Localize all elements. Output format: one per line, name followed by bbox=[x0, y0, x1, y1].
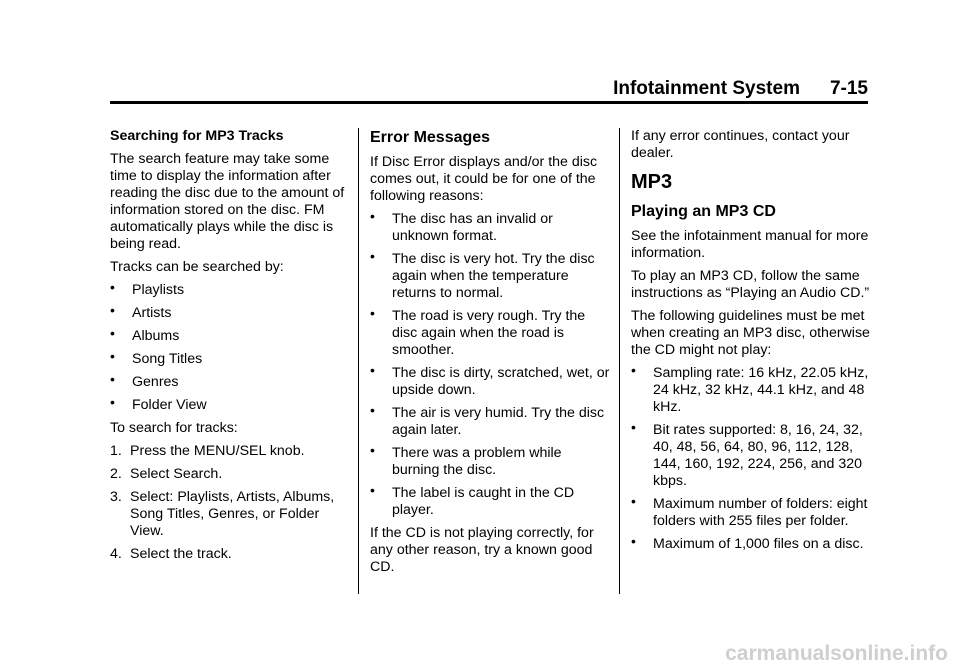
bullet-icon: • bbox=[110, 325, 115, 341]
column-3 bbox=[631, 128, 871, 559]
section-heading-errors: Error Messages bbox=[370, 129, 491, 146]
bullet-icon: • bbox=[370, 248, 375, 264]
bullet-icon: • bbox=[631, 362, 636, 378]
list-item: • Maximum of 1,000 files on a disc. bbox=[631, 533, 864, 552]
paragraph: Tracks can be searched by: bbox=[110, 259, 284, 275]
bullet-icon: • bbox=[631, 533, 636, 549]
section-title: Infotainment System bbox=[613, 78, 800, 99]
paragraph: If Disc Error displays and/or the disc comes out, it could be for one of the following reasons: bbox=[370, 154, 598, 204]
list-item: • Playlists bbox=[110, 279, 185, 298]
bullet-icon: • bbox=[370, 442, 375, 458]
list-item: • The air is very humid. Try the disc again later. bbox=[370, 402, 605, 438]
list-item: • Artists bbox=[110, 302, 172, 321]
step-item: 3. Select: Playlists, Artists, Albums, Song Titles, Genres, or Folder View. bbox=[110, 489, 335, 539]
paragraph: The following guidelines must be met when creating an MP3 disc, otherwise the CD might not play: bbox=[631, 308, 870, 358]
header-rule bbox=[110, 101, 868, 104]
paragraph: To search for tracks: bbox=[110, 420, 238, 436]
bullet-icon: • bbox=[631, 419, 636, 435]
list-item: • There was a problem while burning the disc. bbox=[370, 442, 562, 478]
bullet-icon: • bbox=[370, 305, 375, 321]
bullet-list bbox=[631, 362, 871, 553]
column-2 bbox=[370, 128, 610, 582]
bullet-list bbox=[370, 208, 610, 519]
list-item: • Bit rates supported: 8, 16, 24, 32, 40, 48, 56, 64, 80, 96, 112, 128, 144, 160, 192, 224, 256, and 320 kbps. bbox=[631, 419, 863, 489]
step-item: 2. Select Search. bbox=[110, 466, 223, 482]
paragraph: The search feature may take some time to display the information after reading the disc due to the amount of information stored on the disc. FM automatically plays while the disc is being read. bbox=[110, 151, 345, 252]
list-item: • The disc is dirty, scratched, wet, or upside down. bbox=[370, 362, 610, 398]
bullet-icon: • bbox=[110, 371, 115, 387]
paragraph: If any error continues, contact your dealer. bbox=[631, 128, 850, 161]
bullet-icon: • bbox=[631, 493, 636, 509]
list-item: • Albums bbox=[110, 325, 180, 344]
list-item: • Folder View bbox=[110, 394, 207, 413]
section-heading-mp3: MP3 bbox=[631, 171, 673, 193]
list-item: • Sampling rate: 16 kHz, 22.05 kHz, 24 kHz, 32 kHz, 44.1 kHz, and 48 kHz. bbox=[631, 362, 869, 415]
paragraph: If the CD is not playing correctly, for any other reason, try a known good CD. bbox=[370, 525, 594, 575]
step-item: 4. Select the track. bbox=[110, 546, 232, 562]
bullet-icon: • bbox=[110, 302, 115, 318]
column-divider bbox=[619, 128, 620, 594]
bullet-list bbox=[110, 279, 354, 414]
numbered-list bbox=[110, 443, 354, 563]
bullet-icon: • bbox=[370, 402, 375, 418]
bullet-icon: • bbox=[110, 279, 115, 295]
paragraph: See the infotainment manual for more information. bbox=[631, 228, 869, 261]
watermark: carmanualsonline.info bbox=[725, 642, 948, 665]
subsection-heading-playing: Playing an MP3 CD bbox=[631, 203, 776, 220]
step-item: 1. Press the MENU/SEL knob. bbox=[110, 443, 305, 459]
list-item: • The label is caught in the CD player. bbox=[370, 482, 575, 518]
page-header bbox=[110, 78, 868, 100]
list-item: • The road is very rough. Try the disc again when the road is smoother. bbox=[370, 305, 586, 358]
bullet-icon: • bbox=[110, 348, 115, 364]
list-item: • The disc is very hot. Try the disc again when the temperature returns to normal. bbox=[370, 248, 595, 301]
bullet-icon: • bbox=[110, 394, 115, 410]
list-item: • The disc has an invalid or unknown format. bbox=[370, 208, 553, 244]
page-number: 7-15 bbox=[829, 78, 868, 99]
list-item: • Song Titles bbox=[110, 348, 203, 367]
column-divider bbox=[358, 128, 359, 594]
paragraph: To play an MP3 CD, follow the same instructions as “Playing an Audio CD.” bbox=[631, 268, 870, 301]
list-item: • Maximum number of folders: eight folders with 255 files per folder. bbox=[631, 493, 868, 529]
list-item: • Genres bbox=[110, 371, 179, 390]
bullet-icon: • bbox=[370, 482, 375, 498]
bullet-icon: • bbox=[370, 208, 375, 224]
section-heading-search: Searching for MP3 Tracks bbox=[110, 128, 284, 144]
bullet-icon: • bbox=[370, 362, 375, 378]
column-1 bbox=[110, 128, 354, 569]
